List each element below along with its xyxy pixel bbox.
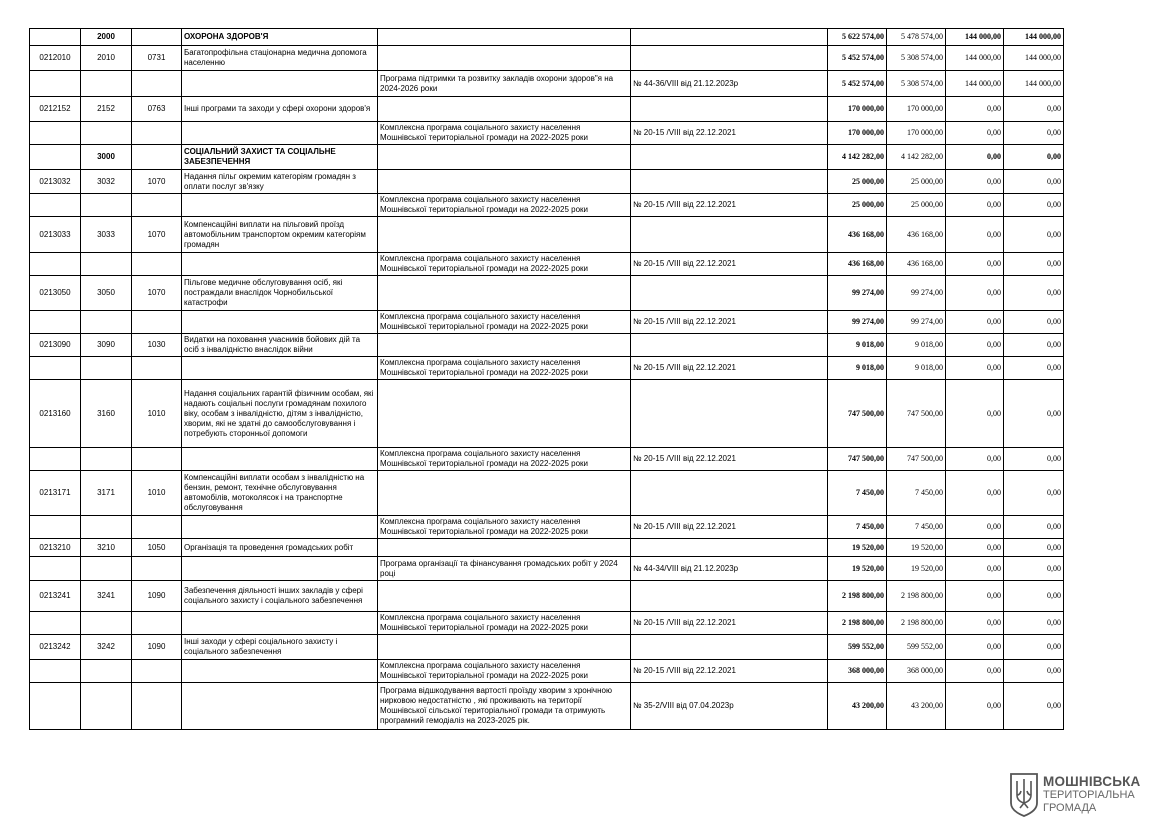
- development-budget-cell: 0,00: [1004, 253, 1064, 276]
- expense-name-cell: Компенсаційні виплати на пільговий проїзд автомобільним транспортом окремим категоріям громадян: [182, 217, 378, 253]
- expense-name-cell: [182, 311, 378, 334]
- program-code-cell: [30, 194, 81, 217]
- development-budget-cell: 0,00: [1004, 357, 1064, 380]
- program-name-cell: [378, 145, 631, 170]
- development-budget-cell: 0,00: [1004, 170, 1064, 194]
- program-name-cell: Комплексна програма соціального захисту населення Мошнівської територіальної громади на 2022-2025 роки: [378, 357, 631, 380]
- total-amount-cell: 747 500,00: [828, 380, 887, 448]
- expense-name-cell: [182, 612, 378, 635]
- total-amount-cell: 99 274,00: [828, 276, 887, 311]
- kfkb-code-cell: [132, 311, 182, 334]
- program-code-cell: [30, 557, 81, 581]
- program-code-cell: 0213242: [30, 635, 81, 660]
- special-fund-cell: 0,00: [946, 145, 1004, 170]
- kfkb-code-cell: [132, 612, 182, 635]
- special-fund-cell: 0,00: [946, 612, 1004, 635]
- total-amount-cell: 5 622 574,00: [828, 29, 887, 46]
- logo-line-1: МОШНІВСЬКА: [1043, 774, 1141, 789]
- program-name-cell: [378, 29, 631, 46]
- general-fund-cell: 5 478 574,00: [887, 29, 946, 46]
- program-name-cell: Програма підтримки та розвитку закладів охорони здоров"я на 2024-2026 роки: [378, 71, 631, 97]
- kfk-code-cell: [81, 612, 132, 635]
- program-code-cell: [30, 683, 81, 730]
- decision-cell: [631, 46, 828, 71]
- expense-name-cell: [182, 253, 378, 276]
- table-row: [30, 145, 1064, 170]
- kfk-code-cell: 3033: [81, 217, 132, 253]
- general-fund-cell: 19 520,00: [887, 557, 946, 581]
- total-amount-cell: 170 000,00: [828, 122, 887, 145]
- expense-name-cell: [182, 448, 378, 471]
- general-fund-cell: 170 000,00: [887, 122, 946, 145]
- total-amount-cell: 25 000,00: [828, 194, 887, 217]
- special-fund-cell: 0,00: [946, 334, 1004, 357]
- expense-name-cell: [182, 557, 378, 581]
- kfkb-code-cell: [132, 448, 182, 471]
- table-row: [30, 253, 1064, 276]
- development-budget-cell: 0,00: [1004, 471, 1064, 516]
- special-fund-cell: 0,00: [946, 311, 1004, 334]
- program-code-cell: [30, 122, 81, 145]
- special-fund-cell: 0,00: [946, 516, 1004, 539]
- table-row: [30, 311, 1064, 334]
- kfk-code-cell: [81, 557, 132, 581]
- table-row: [30, 539, 1064, 557]
- kfk-code-cell: 2152: [81, 97, 132, 122]
- kfk-code-cell: 3241: [81, 581, 132, 612]
- kfkb-code-cell: 1090: [132, 581, 182, 612]
- kfk-code-cell: 2010: [81, 46, 132, 71]
- special-fund-cell: 144 000,00: [946, 46, 1004, 71]
- total-amount-cell: 2 198 800,00: [828, 612, 887, 635]
- expense-name-cell: Компенсаційні виплати особам з інвалідністю на бензин, ремонт, технічне обслуговування автомобілів, мотоколясок і на транспортне обслуговування: [182, 471, 378, 516]
- total-amount-cell: 368 000,00: [828, 660, 887, 683]
- kfk-code-cell: [81, 71, 132, 97]
- development-budget-cell: 0,00: [1004, 217, 1064, 253]
- program-code-cell: [30, 311, 81, 334]
- kfk-code-cell: 3050: [81, 276, 132, 311]
- expense-name-cell: Надання пільг окремим категоріям громадян з оплати послуг зв'язку: [182, 170, 378, 194]
- decision-cell: [631, 635, 828, 660]
- table-row: [30, 612, 1064, 635]
- program-code-cell: 0213033: [30, 217, 81, 253]
- general-fund-cell: 99 274,00: [887, 276, 946, 311]
- kfk-code-cell: 3210: [81, 539, 132, 557]
- table-row: [30, 46, 1064, 71]
- total-amount-cell: 99 274,00: [828, 311, 887, 334]
- expense-name-cell: Інші заходи у сфері соціального захисту і соціального забезпечення: [182, 635, 378, 660]
- decision-cell: № 20-15 /VIII від 22.12.2021: [631, 122, 828, 145]
- development-budget-cell: 0,00: [1004, 334, 1064, 357]
- special-fund-cell: 0,00: [946, 635, 1004, 660]
- development-budget-cell: 0,00: [1004, 145, 1064, 170]
- budget-table: [29, 28, 1064, 730]
- general-fund-cell: 7 450,00: [887, 471, 946, 516]
- general-fund-cell: 43 200,00: [887, 683, 946, 730]
- general-fund-cell: 436 168,00: [887, 217, 946, 253]
- expense-name-cell: [182, 194, 378, 217]
- special-fund-cell: 0,00: [946, 581, 1004, 612]
- decision-cell: [631, 581, 828, 612]
- expense-name-cell: Видатки на поховання учасників бойових дій та осіб з інвалідністю внаслідок війни: [182, 334, 378, 357]
- general-fund-cell: 368 000,00: [887, 660, 946, 683]
- decision-cell: № 20-15 /VIII від 22.12.2021: [631, 357, 828, 380]
- special-fund-cell: 0,00: [946, 217, 1004, 253]
- community-logo: [1009, 773, 1159, 819]
- table-row: [30, 683, 1064, 730]
- kfk-code-cell: [81, 253, 132, 276]
- kfkb-code-cell: 0731: [132, 46, 182, 71]
- general-fund-cell: 19 520,00: [887, 539, 946, 557]
- development-budget-cell: 0,00: [1004, 380, 1064, 448]
- expense-name-cell: [182, 122, 378, 145]
- expense-name-cell: [182, 683, 378, 730]
- general-fund-cell: 4 142 282,00: [887, 145, 946, 170]
- decision-cell: [631, 380, 828, 448]
- general-fund-cell: 170 000,00: [887, 97, 946, 122]
- table-body: [30, 29, 1064, 730]
- kfk-code-cell: [81, 311, 132, 334]
- general-fund-cell: 5 308 574,00: [887, 71, 946, 97]
- program-name-cell: [378, 46, 631, 71]
- development-budget-cell: 0,00: [1004, 660, 1064, 683]
- total-amount-cell: 436 168,00: [828, 253, 887, 276]
- expense-name-cell: СОЦІАЛЬНИЙ ЗАХИСТ ТА СОЦІАЛЬНЕ ЗАБЕЗПЕЧЕННЯ: [182, 145, 378, 170]
- total-amount-cell: 5 452 574,00: [828, 71, 887, 97]
- general-fund-cell: 2 198 800,00: [887, 581, 946, 612]
- kfkb-code-cell: [132, 122, 182, 145]
- decision-cell: [631, 170, 828, 194]
- program-code-cell: 0212010: [30, 46, 81, 71]
- decision-cell: № 20-15 /VIII від 22.12.2021: [631, 516, 828, 539]
- program-name-cell: [378, 380, 631, 448]
- expense-name-cell: Пільгове медичне обслуговування осіб, які постраждали внаслідок Чорнобильської катастрофи: [182, 276, 378, 311]
- kfk-code-cell: 2000: [81, 29, 132, 46]
- development-budget-cell: 0,00: [1004, 612, 1064, 635]
- general-fund-cell: 436 168,00: [887, 253, 946, 276]
- program-name-cell: Комплексна програма соціального захисту населення Мошнівської територіальної громади на 2022-2025 роки: [378, 612, 631, 635]
- program-name-cell: Комплексна програма соціального захисту населення Мошнівської територіальної громади на 2022-2025 роки: [378, 122, 631, 145]
- program-code-cell: [30, 145, 81, 170]
- development-budget-cell: 0,00: [1004, 683, 1064, 730]
- kfk-code-cell: 3090: [81, 334, 132, 357]
- program-code-cell: [30, 516, 81, 539]
- development-budget-cell: 0,00: [1004, 448, 1064, 471]
- total-amount-cell: 7 450,00: [828, 516, 887, 539]
- program-code-cell: [30, 29, 81, 46]
- kfkb-code-cell: [132, 253, 182, 276]
- special-fund-cell: 0,00: [946, 357, 1004, 380]
- development-budget-cell: 0,00: [1004, 194, 1064, 217]
- expense-name-cell: Інші програми та заходи у сфері охорони здоров'я: [182, 97, 378, 122]
- total-amount-cell: 436 168,00: [828, 217, 887, 253]
- kfkb-code-cell: [132, 357, 182, 380]
- program-name-cell: Комплексна програма соціального захисту населення Мошнівської територіальної громади на 2022-2025 роки: [378, 516, 631, 539]
- program-name-cell: [378, 170, 631, 194]
- decision-cell: [631, 97, 828, 122]
- general-fund-cell: 25 000,00: [887, 194, 946, 217]
- program-name-cell: Комплексна програма соціального захисту населення Мошнівської територіальної громади на 2022-2025 роки: [378, 194, 631, 217]
- special-fund-cell: 0,00: [946, 539, 1004, 557]
- general-fund-cell: 599 552,00: [887, 635, 946, 660]
- special-fund-cell: 144 000,00: [946, 71, 1004, 97]
- decision-cell: [631, 471, 828, 516]
- program-code-cell: [30, 253, 81, 276]
- program-name-cell: Комплексна програма соціального захисту населення Мошнівської територіальної громади на 2022-2025 роки: [378, 660, 631, 683]
- kfkb-code-cell: 1010: [132, 471, 182, 516]
- total-amount-cell: 19 520,00: [828, 557, 887, 581]
- decision-cell: [631, 276, 828, 311]
- kfkb-code-cell: 1070: [132, 217, 182, 253]
- decision-cell: № 20-15 /VIII від 22.12.2021: [631, 253, 828, 276]
- general-fund-cell: 2 198 800,00: [887, 612, 946, 635]
- program-code-cell: 0213032: [30, 170, 81, 194]
- decision-cell: № 44-34/VIII від 21.12.2023р: [631, 557, 828, 581]
- program-code-cell: [30, 71, 81, 97]
- program-name-cell: [378, 471, 631, 516]
- special-fund-cell: 0,00: [946, 97, 1004, 122]
- decision-cell: [631, 334, 828, 357]
- program-name-cell: [378, 334, 631, 357]
- decision-cell: [631, 145, 828, 170]
- kfkb-code-cell: 1010: [132, 380, 182, 448]
- development-budget-cell: 144 000,00: [1004, 29, 1064, 46]
- kfk-code-cell: [81, 660, 132, 683]
- table-row: [30, 380, 1064, 448]
- development-budget-cell: 0,00: [1004, 516, 1064, 539]
- general-fund-cell: 5 308 574,00: [887, 46, 946, 71]
- kfk-code-cell: [81, 516, 132, 539]
- program-name-cell: Комплексна програма соціального захисту населення Мошнівської територіальної громади на 2022-2025 роки: [378, 448, 631, 471]
- special-fund-cell: 0,00: [946, 557, 1004, 581]
- kfk-code-cell: 3160: [81, 380, 132, 448]
- development-budget-cell: 0,00: [1004, 97, 1064, 122]
- program-code-cell: [30, 660, 81, 683]
- general-fund-cell: 9 018,00: [887, 334, 946, 357]
- table-row: [30, 357, 1064, 380]
- total-amount-cell: 599 552,00: [828, 635, 887, 660]
- table-row: [30, 97, 1064, 122]
- general-fund-cell: 99 274,00: [887, 311, 946, 334]
- decision-cell: № 35-2/VIII від 07.04.2023р: [631, 683, 828, 730]
- total-amount-cell: 4 142 282,00: [828, 145, 887, 170]
- decision-cell: № 20-15 /VIII від 22.12.2021: [631, 660, 828, 683]
- program-code-cell: 0213090: [30, 334, 81, 357]
- program-code-cell: 0213160: [30, 380, 81, 448]
- table-row: [30, 194, 1064, 217]
- kfkb-code-cell: [132, 557, 182, 581]
- total-amount-cell: 5 452 574,00: [828, 46, 887, 71]
- kfk-code-cell: 3000: [81, 145, 132, 170]
- table-row: [30, 557, 1064, 581]
- kfkb-code-cell: 1070: [132, 170, 182, 194]
- program-name-cell: [378, 635, 631, 660]
- table-row: [30, 516, 1064, 539]
- development-budget-cell: 0,00: [1004, 581, 1064, 612]
- decision-cell: [631, 539, 828, 557]
- program-code-cell: [30, 448, 81, 471]
- kfkb-code-cell: [132, 29, 182, 46]
- development-budget-cell: 144 000,00: [1004, 71, 1064, 97]
- development-budget-cell: 0,00: [1004, 539, 1064, 557]
- kfkb-code-cell: [132, 71, 182, 97]
- expense-name-cell: [182, 71, 378, 97]
- kfk-code-cell: [81, 448, 132, 471]
- kfk-code-cell: [81, 122, 132, 145]
- special-fund-cell: 0,00: [946, 471, 1004, 516]
- total-amount-cell: 2 198 800,00: [828, 581, 887, 612]
- general-fund-cell: 9 018,00: [887, 357, 946, 380]
- table-row: [30, 170, 1064, 194]
- program-code-cell: 0213171: [30, 471, 81, 516]
- special-fund-cell: 0,00: [946, 660, 1004, 683]
- total-amount-cell: 19 520,00: [828, 539, 887, 557]
- decision-cell: [631, 29, 828, 46]
- kfk-code-cell: [81, 357, 132, 380]
- kfk-code-cell: [81, 683, 132, 730]
- logo-line-2: ТЕРИТОРІАЛЬНА: [1043, 789, 1135, 801]
- program-name-cell: Комплексна програма соціального захисту населення Мошнівської територіальної громади на 2022-2025 роки: [378, 311, 631, 334]
- trident-emblem-icon: [1009, 773, 1039, 817]
- kfk-code-cell: [81, 194, 132, 217]
- kfkb-code-cell: 1050: [132, 539, 182, 557]
- kfkb-code-cell: [132, 683, 182, 730]
- general-fund-cell: 747 500,00: [887, 380, 946, 448]
- program-name-cell: [378, 539, 631, 557]
- program-name-cell: [378, 217, 631, 253]
- decision-cell: № 20-15 /VIII від 22.12.2021: [631, 612, 828, 635]
- expense-name-cell: [182, 660, 378, 683]
- program-name-cell: [378, 276, 631, 311]
- kfk-code-cell: 3171: [81, 471, 132, 516]
- decision-cell: № 20-15 /VIII від 22.12.2021: [631, 311, 828, 334]
- special-fund-cell: 144 000,00: [946, 29, 1004, 46]
- table-row: [30, 276, 1064, 311]
- decision-cell: [631, 217, 828, 253]
- expense-name-cell: [182, 357, 378, 380]
- kfkb-code-cell: 1070: [132, 276, 182, 311]
- total-amount-cell: 747 500,00: [828, 448, 887, 471]
- program-code-cell: 0213210: [30, 539, 81, 557]
- total-amount-cell: 43 200,00: [828, 683, 887, 730]
- general-fund-cell: 747 500,00: [887, 448, 946, 471]
- total-amount-cell: 170 000,00: [828, 97, 887, 122]
- expense-name-cell: Надання соціальних гарантій фізичним особам, які надають соціальні послуги громадянам похилого віку, особам з інвалідністю, дітям з інвалідністю, хворим, які не здатні до самообслуговування і потребують сторонньої допомоги: [182, 380, 378, 448]
- table-row: [30, 217, 1064, 253]
- general-fund-cell: 25 000,00: [887, 170, 946, 194]
- expense-name-cell: ОХОРОНА ЗДОРОВ'Я: [182, 29, 378, 46]
- program-name-cell: [378, 97, 631, 122]
- kfkb-code-cell: 1090: [132, 635, 182, 660]
- special-fund-cell: 0,00: [946, 170, 1004, 194]
- kfkb-code-cell: 0763: [132, 97, 182, 122]
- kfkb-code-cell: [132, 660, 182, 683]
- table-row: [30, 122, 1064, 145]
- development-budget-cell: 0,00: [1004, 311, 1064, 334]
- program-code-cell: 0213050: [30, 276, 81, 311]
- table-row: [30, 635, 1064, 660]
- special-fund-cell: 0,00: [946, 122, 1004, 145]
- special-fund-cell: 0,00: [946, 683, 1004, 730]
- decision-cell: № 20-15 /VIII від 22.12.2021: [631, 448, 828, 471]
- special-fund-cell: 0,00: [946, 194, 1004, 217]
- general-fund-cell: 7 450,00: [887, 516, 946, 539]
- decision-cell: № 20-15 /VIII від 22.12.2021: [631, 194, 828, 217]
- program-code-cell: 0213241: [30, 581, 81, 612]
- program-code-cell: 0212152: [30, 97, 81, 122]
- special-fund-cell: 0,00: [946, 380, 1004, 448]
- program-name-cell: [378, 581, 631, 612]
- table-row: [30, 334, 1064, 357]
- expense-name-cell: Забезпечення діяльності інших закладів у сфері соціального захисту і соціального забезпечення: [182, 581, 378, 612]
- special-fund-cell: 0,00: [946, 448, 1004, 471]
- expense-name-cell: Багатопрофільна стаціонарна медична допомога населенню: [182, 46, 378, 71]
- development-budget-cell: 0,00: [1004, 122, 1064, 145]
- program-name-cell: Програма відшкодування вартості проїзду хворим з хронічною нирковою недостатністю , які проживають на території Мошнівської сільської територіальної громади та отримують програмний гемодіаліз на 2023-2025 рік.: [378, 683, 631, 730]
- table-row: [30, 29, 1064, 46]
- expense-name-cell: [182, 516, 378, 539]
- program-name-cell: Програма організації та фінансування громадських робіт у 2024 році: [378, 557, 631, 581]
- kfkb-code-cell: [132, 194, 182, 217]
- table-row: [30, 71, 1064, 97]
- kfkb-code-cell: 1030: [132, 334, 182, 357]
- table-row: [30, 448, 1064, 471]
- special-fund-cell: 0,00: [946, 253, 1004, 276]
- logo-line-3: ГРОМАДА: [1043, 802, 1097, 814]
- development-budget-cell: 0,00: [1004, 635, 1064, 660]
- development-budget-cell: 0,00: [1004, 557, 1064, 581]
- kfkb-code-cell: [132, 516, 182, 539]
- development-budget-cell: 0,00: [1004, 276, 1064, 311]
- program-code-cell: [30, 612, 81, 635]
- total-amount-cell: 9 018,00: [828, 334, 887, 357]
- expense-name-cell: Організація та проведення громадських робіт: [182, 539, 378, 557]
- program-code-cell: [30, 357, 81, 380]
- decision-cell: № 44-36/VIII від 21.12.2023р: [631, 71, 828, 97]
- total-amount-cell: 25 000,00: [828, 170, 887, 194]
- development-budget-cell: 144 000,00: [1004, 46, 1064, 71]
- kfkb-code-cell: [132, 145, 182, 170]
- special-fund-cell: 0,00: [946, 276, 1004, 311]
- table-row: [30, 471, 1064, 516]
- kfk-code-cell: 3242: [81, 635, 132, 660]
- table-row: [30, 660, 1064, 683]
- total-amount-cell: 9 018,00: [828, 357, 887, 380]
- total-amount-cell: 7 450,00: [828, 471, 887, 516]
- kfk-code-cell: 3032: [81, 170, 132, 194]
- program-name-cell: Комплексна програма соціального захисту населення Мошнівської територіальної громади на 2022-2025 роки: [378, 253, 631, 276]
- table-row: [30, 581, 1064, 612]
